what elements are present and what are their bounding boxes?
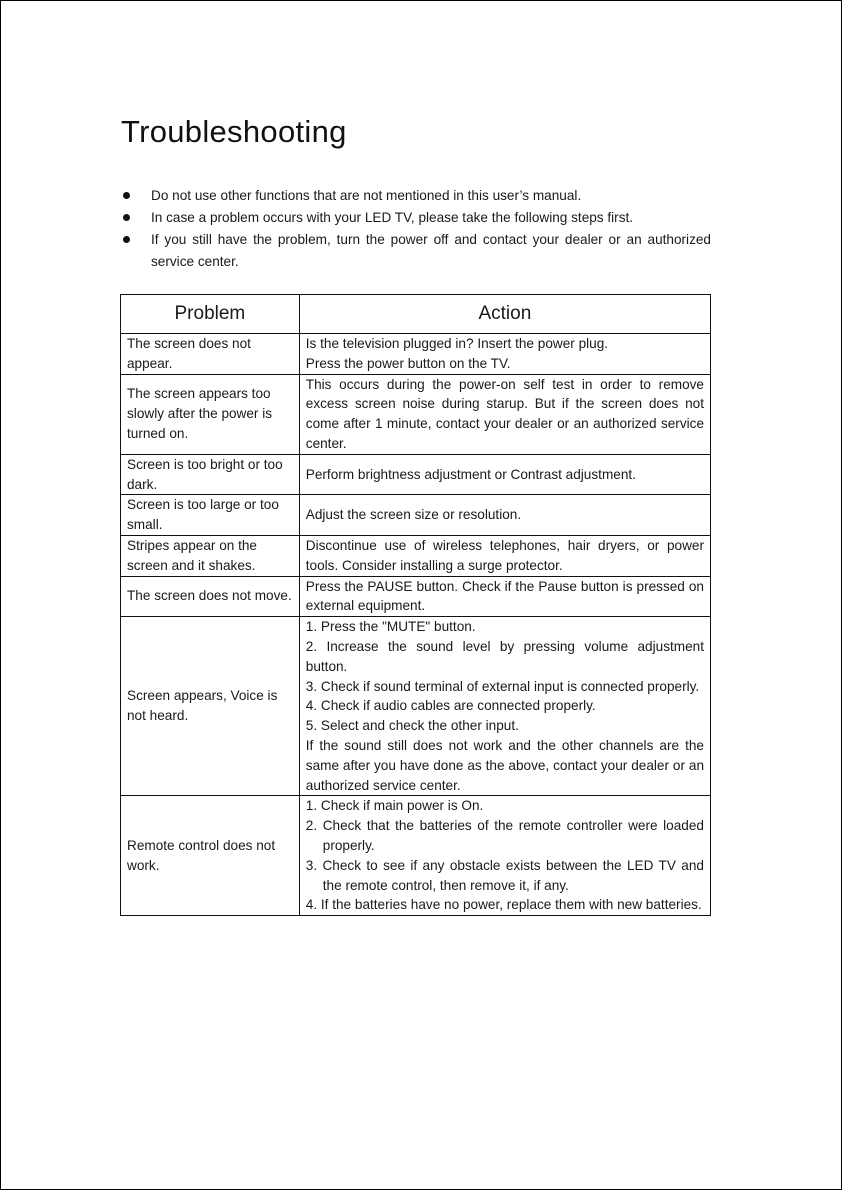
action-step: 4. If the batteries have no power, replace them with new batteries. (305, 897, 702, 913)
instruction-text: If you still have the problem, turn the power off and contact your dealer or an authorized service center. (151, 232, 711, 269)
table-row (121, 617, 711, 796)
instruction-item (121, 207, 711, 229)
action-cell (299, 617, 710, 796)
instruction-text: Do not use other functions that are not mentioned in this user’s manual. (151, 188, 582, 203)
problem-cell: The screen does not appear. (121, 334, 300, 375)
action-column-header: Action (299, 295, 710, 334)
problem-cell: The screen appears too slowly after the power is turned on. (121, 374, 300, 454)
action-line: Adjust the screen size or resolution. (305, 507, 522, 523)
problem-cell: The screen does not move. (121, 576, 300, 617)
table-row (121, 334, 711, 375)
action-line: Discontinue use of wireless telephones, hair dryers, or power tools. Consider installing a surge protector. (305, 537, 704, 573)
action-cell (299, 374, 710, 454)
action-line: This occurs during the power-on self test in order to remove excess screen noise during starup. But if the screen does not come after 1 minute, contact your dealer or an authorized service center. (305, 376, 704, 451)
action-step: 5. Select and check the other input. (305, 718, 519, 734)
table-row (121, 796, 711, 916)
action-line: Perform brightness adjustment or Contrast adjustment. (305, 466, 636, 482)
action-step: 1. Press the "MUTE" button. (305, 619, 476, 635)
instruction-item (121, 229, 711, 273)
page-title: Troubleshooting (121, 114, 347, 149)
instruction-list (121, 185, 711, 273)
bullet-dot-icon (123, 192, 130, 199)
table-row (121, 535, 711, 576)
action-line: Is the television plugged in? Insert the power plug. (305, 336, 609, 351)
table-row (121, 495, 711, 536)
action-step: 1. Check if main power is On. (305, 798, 484, 814)
troubleshooting-table (120, 294, 711, 916)
problem-cell: Screen appears, Voice is not heard. (121, 617, 300, 796)
action-cell (299, 334, 710, 375)
action-cell (299, 576, 710, 617)
table-row (121, 576, 711, 617)
problem-cell: Remote control does not work. (121, 796, 300, 916)
action-cell (299, 796, 710, 916)
action-step: 3. Check to see if any obstacle exists between the LED TV and the remote control, then remove it, if any. (305, 857, 704, 893)
action-line: Press the PAUSE button. Check if the Pause button is pressed on external equipment. (305, 578, 704, 614)
action-line: Press the power button on the TV. (305, 355, 511, 371)
table-row (121, 454, 711, 495)
bullet-dot-icon (123, 214, 130, 221)
action-note: If the sound still does not work and the other channels are the same after you have done as the above, contact your dealer or an authorized service center. (305, 737, 704, 793)
bullet-dot-icon (123, 236, 130, 243)
problem-column-header: Problem (121, 295, 300, 334)
instruction-item (121, 185, 711, 207)
problem-cell: Screen is too bright or too dark. (121, 454, 300, 495)
problem-cell: Screen is too large or too small. (121, 495, 300, 536)
instruction-text: In case a problem occurs with your LED TV, please take the following steps first. (151, 210, 634, 225)
action-step: 2. Check that the batteries of the remote controller were loaded properly. (305, 818, 704, 853)
action-cell (299, 454, 710, 495)
action-step: 3. Check if sound terminal of external input is connected properly. (305, 678, 700, 694)
action-cell (299, 495, 710, 536)
table-row (121, 374, 711, 454)
table-header-row (121, 295, 711, 334)
action-step: 2. Increase the sound level by pressing volume adjustment button. (305, 638, 704, 674)
problem-cell: Stripes appear on the screen and it shakes. (121, 535, 300, 576)
action-step: 4. Check if audio cables are connected properly. (305, 698, 596, 714)
action-cell (299, 535, 710, 576)
